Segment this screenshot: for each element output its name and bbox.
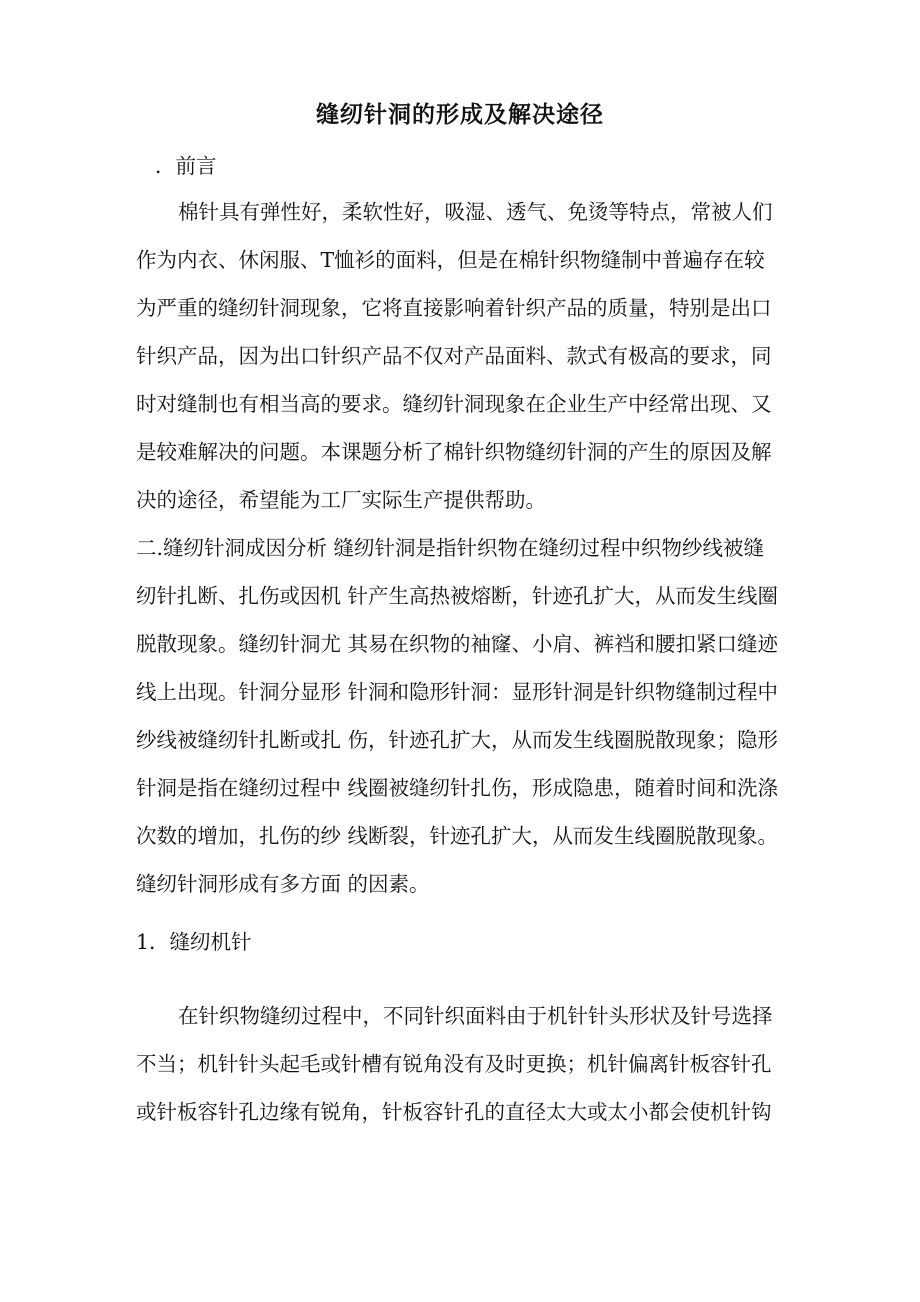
paragraph-line: 针洞是指在缝纫过程中 线圈被缝纫针扎伤，形成隐患，随着时间和洗涤 <box>136 776 779 800</box>
paragraph-line: 针织产品，因为出口针织产品不仅对产品面料、款式有极高的要求，同 <box>136 344 772 368</box>
paragraph-line: 时对缝制也有相当高的要求。缝纫针洞现象在企业生产中经常出现、又 <box>136 392 772 416</box>
paragraph-line: 在针织物缝纫过程中，不同针织面料由于机针针头形状及针号选择 <box>178 1004 773 1028</box>
paragraph-line: 或针板容针孔边缘有锐角，针板容针孔的直径太大或太小都会使机针钩 <box>136 1100 772 1124</box>
paragraph-line: 缝纫针洞形成有多方面 的因素。 <box>136 872 430 896</box>
paragraph-line: 线上出现。针洞分显形 针洞和隐形针洞：显形针洞是针织物缝制过程中 <box>136 680 779 704</box>
paragraph-line: 是较难解决的问题。本课题分析了棉针织物缝纫针洞的产生的原因及解 <box>136 440 772 464</box>
paragraph-line: 作为内衣、休闲服、T恤衫的面料，但是在棉针织物缝制中普遍存在较 <box>136 248 765 272</box>
paragraph-line: 不当；机针针头起毛或针槽有锐角没有及时更换；机针偏离针板容针孔 <box>136 1052 772 1076</box>
document-title: 缝纫针洞的形成及解决途径 <box>316 102 604 128</box>
paragraph-line: 纱线被缝纫针扎断或扎 伤，针迹孔扩大，从而发生线圈脱散现象；隐形 <box>136 728 779 752</box>
paragraph-line: 为严重的缝纫针洞现象，它将直接影响着针织产品的质量，特别是出口 <box>136 296 772 320</box>
paragraph-line: 脱散现象。缝纫针洞尤 其易在织物的袖窿、小肩、裤裆和腰扣紧口缝迹 <box>136 632 779 656</box>
paragraph-line: 次数的增加，扎伤的纱 线断裂，针迹孔扩大，从而发生线圈脱散现象。 <box>136 824 779 848</box>
section-heading-preface: ．前言 <box>155 154 217 178</box>
paragraph-line: 棉针具有弹性好，柔软性好，吸湿、透气、免烫等特点，常被人们 <box>178 200 773 224</box>
paragraph-line: 纫针扎断、扎伤或因机 针产生高热被熔断，针迹孔扩大，从而发生线圈 <box>136 584 779 608</box>
subsection-heading-needle: 1．缝纫机针 <box>136 930 252 954</box>
section-heading-analysis: 二.缝纫针洞成因分析 缝纫针洞是指针织物在缝纫过程中织物纱线被缝 <box>136 536 765 560</box>
paragraph-line: 决的途径，希望能为工厂实际生产提供帮助。 <box>136 488 546 512</box>
